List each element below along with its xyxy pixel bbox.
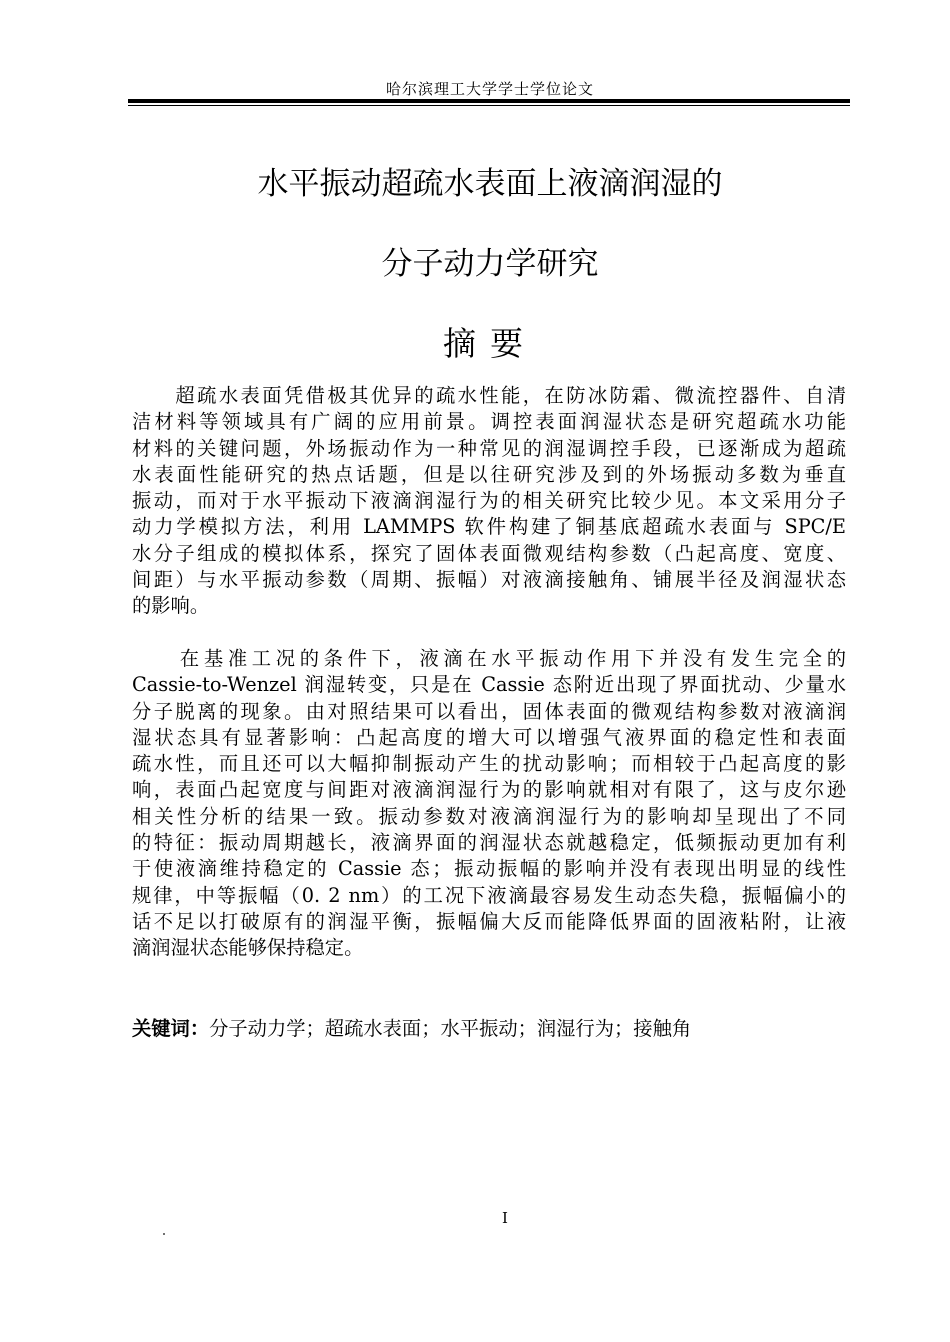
paragraph-line: 响，表面凸起宽度与间距对液滴润湿行为的影响就相对有限了，这与皮尔逊 (132, 778, 846, 802)
paragraph-line: 洁材料等领域具有广阔的应用前景。调控表面润湿状态是研究超疏水功能 (132, 410, 846, 434)
paragraph-line: 的特征：振动周期越长，液滴界面的润湿状态就越稳定，低频振动更加有利 (132, 831, 846, 855)
paragraph-line: 分子脱离的现象。由对照结果可以看出，固体表面的微观结构参数对液滴润 (132, 699, 846, 723)
paragraph-line: 疏水性，而且还可以大幅抑制振动产生的扰动影响；而相较于凸起高度的影 (132, 752, 846, 776)
paragraph-line: 超疏水表面凭借极其优异的疏水性能，在防冰防霜、微流控器件、自清 (132, 384, 846, 407)
paragraph-line: 的影响。 (132, 594, 210, 618)
thesis-title-line-1: 水平振动超疏水表面上液滴润湿的 (257, 166, 723, 202)
paragraph-line: 间距）与水平振动参数（周期、振幅）对液滴接触角、铺展半径及润湿状态 (132, 568, 846, 592)
abstract-paragraph-2 (132, 646, 846, 962)
thesis-title-line-2: 分子动力学研究 (381, 246, 599, 282)
paragraph-line: 水表面性能研究的热点话题，但是以往研究涉及到的外场振动多数为垂直 (132, 462, 846, 486)
page-dot (163, 1233, 165, 1235)
keywords (132, 1016, 846, 1042)
paragraph-line: 在基准工况的条件下，液滴在水平振动作用下并没有发生完全的 (132, 647, 846, 670)
paragraph-line: 水分子组成的模拟体系，探究了固体表面微观结构参数（凸起高度、宽度、 (132, 541, 846, 565)
paragraph-line: 动力学模拟方法，利用 LAMMPS 软件构建了铜基底超疏水表面与 SPC/E (132, 515, 846, 539)
paragraph-line: 振动，而对于水平振动下液滴润湿行为的相关研究比较少见。本文采用分子 (132, 489, 846, 513)
paragraph-line: Cassie-to-Wenzel 润湿转变，只是在 Cassie 态附近出现了界面扰动、少量水 (132, 673, 846, 697)
paragraph-line: 于使液滴维持稳定的 Cassie 态；振动振幅的影响并没有表现出明显的线性 (132, 857, 846, 881)
paragraph-line: 滴润湿状态能够保持稳定。 (132, 936, 364, 960)
paragraph-line: 话不足以打破原有的润湿平衡，振幅偏大反而能降低界面的固液粘附，让液 (132, 909, 846, 933)
page-number: I (502, 1209, 508, 1227)
abstract-paragraph-1 (132, 383, 846, 620)
header-rule-thin (128, 105, 850, 106)
paragraph-line: 相关性分析的结果一致。振动参数对液滴润湿行为的影响却呈现出了不同 (132, 804, 846, 828)
header-rule-thick (128, 99, 850, 103)
abstract-heading: 摘要 (443, 324, 537, 363)
paragraph-line: 材料的关键问题，外场振动作为一种常见的润湿调控手段，已逐渐成为超疏 (132, 436, 846, 460)
paragraph-line: 湿状态具有显著影响：凸起高度的增大可以增强气液界面的稳定性和表面 (132, 725, 846, 749)
keywords-text: 分子动力学；超疏水表面；水平振动；润湿行为；接触角 (209, 1017, 692, 1040)
paragraph-line: 规律，中等振幅（0. 2 nm）的工况下液滴最容易发生动态失稳，振幅偏小的 (132, 883, 846, 907)
keywords-label: 关键词： (132, 1017, 210, 1040)
running-header: 哈尔滨理工大学学士学位论文 (385, 80, 594, 98)
